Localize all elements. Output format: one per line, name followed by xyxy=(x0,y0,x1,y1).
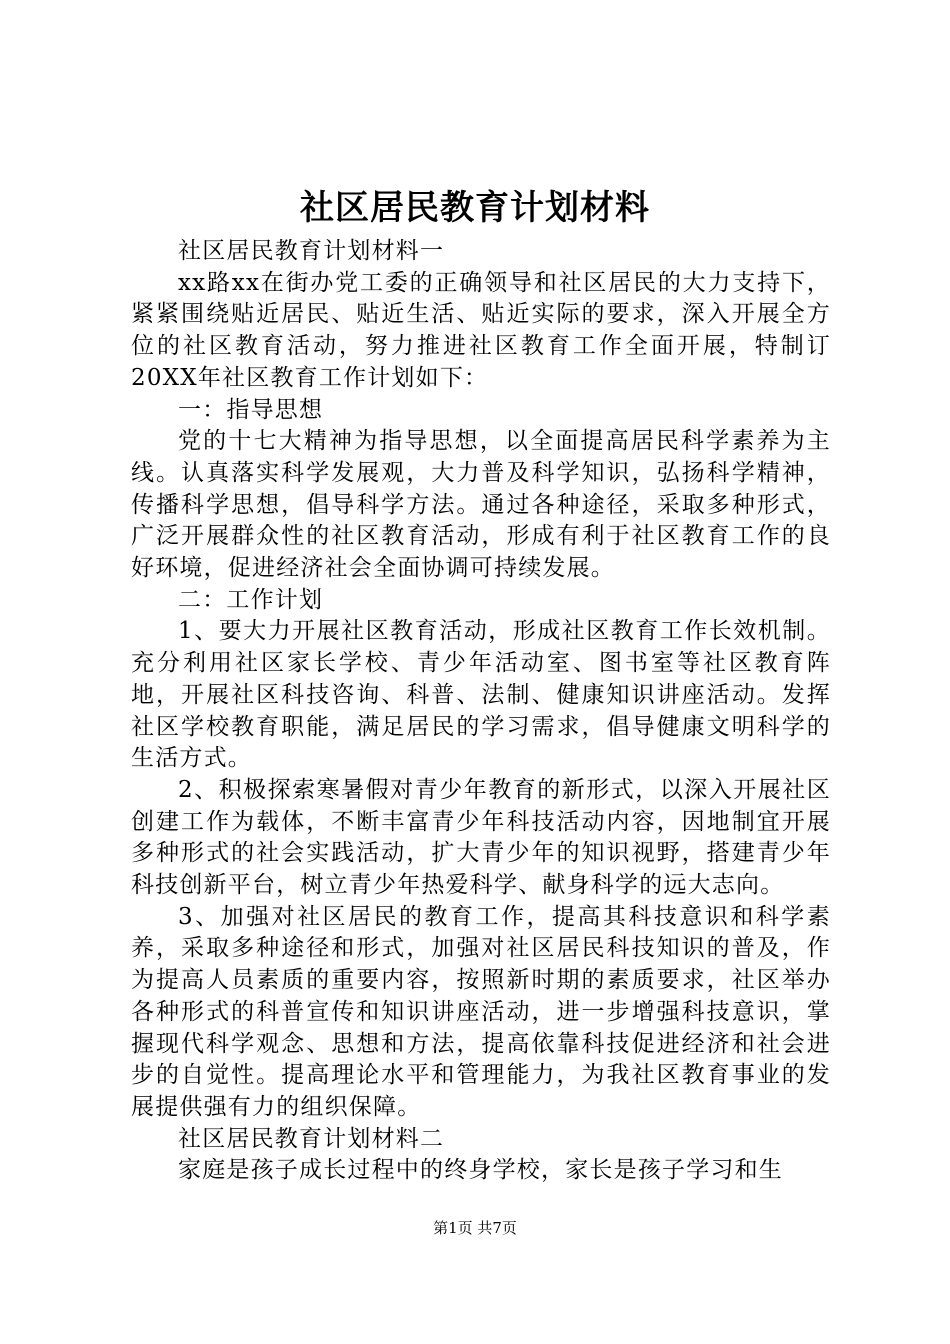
section-heading: 一：指导思想 xyxy=(178,396,324,423)
page-footer: 第1页 共7页 xyxy=(433,1219,517,1237)
paragraph: 3、加强对社区居民的教育工作，提高其科技意识和科学素养，采取多种途径和形式，加强对社区居民科技知识的普及，作为提高人员素质的重要内容，按照新时期的素质要求，社区举办各种形式的科普宣传和知识讲座活动，进一步增强科技意识，掌握现代科学观念、思想和方法，提高依靠科技促进经济和社会进步的自觉性。提高理论水平和管理能力，为我社区教育事业的发展提供强有力的组织保障。 xyxy=(131,903,831,1120)
paragraph: 1、要大力开展社区教育活动，形成社区教育工作长效机制。充分利用社区家长学校、青少年活动室、图书室等社区教育阵地，开展社区科技咨询、科普、法制、健康知识讲座活动。发挥社区学校教育职能，满足居民的学习需求，倡导健康文明科学的生活方式。 xyxy=(131,618,831,772)
section-heading: 二：工作计划 xyxy=(178,586,324,613)
paragraph: 党的十七大精神为指导思想，以全面提高居民科学素养为主线。认真落实科学发展观，大力普及科学知识，弘扬科学精神，传播科学思想，倡导科学方法。通过各种途径，采取多种形式，广泛开展群众性的社区教育活动，形成有利于社区教育工作的良好环境，促进经济社会全面协调可持续发展。 xyxy=(131,428,831,582)
paragraph: 2、积极探索寒暑假对青少年教育的新形式，以深入开展社区创建工作为载体，不断丰富青少年科技活动内容，因地制宜开展多种形式的社会实践活动，扩大青少年的知识视野，搭建青少年科技创新平台，树立青少年热爱科学、献身科学的远大志向。 xyxy=(131,776,831,899)
paragraph: xx路xx在街办党工委的正确领导和社区居民的大力支持下，紧紧围绕贴近居民、贴近生活、贴近实际的要求，深入开展全方位的社区教育活动，努力推进社区教育工作全面开展，特制订20XX年社区教育工作计划如下： xyxy=(131,269,831,391)
paragraph: 家庭是孩子成长过程中的终身学校，家长是孩子学习和生 xyxy=(178,1157,783,1184)
section-heading: 社区居民教育计划材料一 xyxy=(178,238,445,264)
document-title: 社区居民教育计划材料 xyxy=(300,188,650,228)
document-body xyxy=(131,236,831,1187)
section-heading: 社区居民教育计划材料二 xyxy=(178,1125,445,1152)
